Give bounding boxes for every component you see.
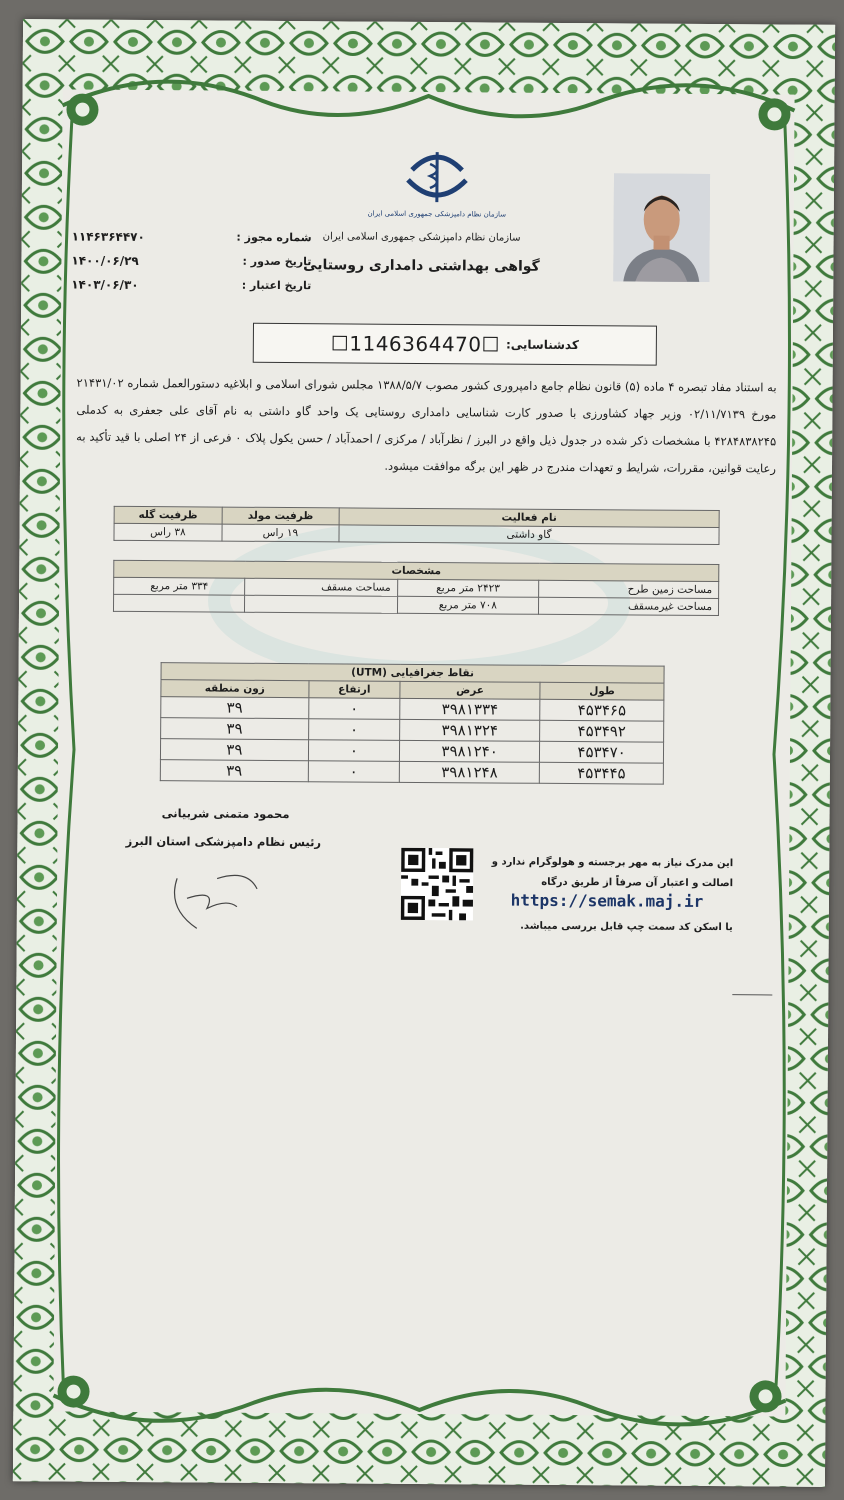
organization-name: سازمان نظام دامپزشکی جمهوری اسلامی ایران xyxy=(322,231,521,244)
utm-cell: ۴۵۳۴۶۵ xyxy=(540,699,664,721)
col-activity: نام فعالیت xyxy=(339,508,719,528)
plan-area-value: ۲۴۲۳ متر مربع xyxy=(397,579,539,597)
utm-cell: ۴۵۳۴۷۰ xyxy=(540,741,664,763)
validity-label: تاریخ اعتبار : xyxy=(241,278,312,293)
utm-cell: ۴۵۳۴۹۲ xyxy=(540,720,664,742)
validity-value: ۱۴۰۳/۰۶/۳۰ xyxy=(71,277,139,292)
breeder-value: ۱۹ راس xyxy=(222,524,339,542)
holder-photo xyxy=(613,173,710,282)
qr-code[interactable] xyxy=(401,848,474,921)
col-breeder: ظرفیت مولد xyxy=(222,507,339,525)
plan-area-label: مساحت زمین طرح xyxy=(539,580,719,598)
id-value: ☐1146364470☐ xyxy=(330,331,501,357)
utm-title: نقاط جغرافیایی (UTM) xyxy=(161,663,664,684)
utm-cell: ۳۹۸۱۲۴۸ xyxy=(399,761,539,783)
utm-cell: ۰ xyxy=(308,719,400,741)
unroofed-area-label: مساحت غیرمسقف xyxy=(539,597,719,615)
verification-url-link[interactable]: https://semak.maj.ir xyxy=(510,890,704,911)
utm-cell: ۳۹۸۱۲۴۰ xyxy=(400,740,540,762)
activity-table xyxy=(113,506,719,545)
utm-cell: ۳۹ xyxy=(160,739,308,761)
id-number: 1146364470 xyxy=(349,331,482,357)
organization-logo xyxy=(367,140,507,221)
specifications-table xyxy=(113,560,719,616)
table-row xyxy=(160,760,663,785)
utm-cell: ۴۵۳۴۴۵ xyxy=(539,762,663,784)
utm-header-longitude: طول xyxy=(540,682,664,700)
utm-cell: ۳۹ xyxy=(160,760,308,782)
notice-line-2: اصالت و اعتبار آن صرفاً از طریق درگاه xyxy=(541,876,734,890)
license-label: شماره مجوز : xyxy=(236,230,312,245)
license-number xyxy=(72,230,312,246)
activity-value: گاو داشتی xyxy=(339,525,719,545)
notice-line-3: یا اسکن کد سمت چپ قابل بررسی میباشد. xyxy=(520,920,733,934)
issue-date xyxy=(71,254,311,270)
herd-value: ۳۸ راس xyxy=(114,523,222,541)
roofed-area-label: مساحت مسقف xyxy=(245,578,397,596)
unroofed-area-value: ۷۰۸ متر مربع xyxy=(397,596,539,614)
utm-cell: ۰ xyxy=(308,740,400,762)
id-label: کدشناسایی: xyxy=(505,337,579,353)
signature-scribble xyxy=(157,858,278,939)
identification-code-box xyxy=(253,323,657,366)
utm-cell: ۳۹۸۱۳۲۴ xyxy=(400,719,540,741)
col-herd: ظرفیت گله xyxy=(114,506,222,524)
utm-cell: ۳۹ xyxy=(161,697,309,719)
issue-value: ۱۴۰۰/۰۶/۲۹ xyxy=(71,253,139,268)
logo-caption: سازمان نظام دامپزشکی جمهوری اسلامی ایران xyxy=(367,209,507,219)
utm-header-altitude: ارتفاع xyxy=(309,681,400,699)
utm-cell: ۳۹ xyxy=(161,718,309,740)
signatory-title: رئیس نظام دامپزشکی استان البرز xyxy=(125,833,322,850)
certificate-body-text: به استناد مفاد تبصره ۴ ماده (۵) قانون نظام جامع دامپروری کشور مصوب ۱۳۸۸/۵/۷ مجلس شورای اسلامی و ابلاغیه دستورالعمل شماره ۲۱۴۳۱/۰۲ مورخ ۰۲/۱۱/۷۱۳۹ وزیر جهاد کشاورزی با صدور کارت شناسایی دامداری روستایی یک واحد گاو داشتی به نام آقای علی جعفری به کدملی ۴۲۸۴۸۳۸۲۴۵ با مشخصات ذکر شده در جدول ذیل واقع در البرز / نظرآباد / مرکزی / احمدآباد / حسن یکول پلاک ۰ فرعی از ۲۴ اصلی با قید تأکید به رعایت قوانین، مقررات، شرایط و تعهدات مندرج در ظهر این برگه موافقت میشود. xyxy=(76,375,777,476)
issue-label: تاریخ صدور : xyxy=(242,254,312,269)
empty-cell xyxy=(245,595,397,613)
roofed-area-value: ۳۳۴ متر مربع xyxy=(114,577,245,595)
utm-coordinates-table xyxy=(160,662,665,785)
empty-cell xyxy=(113,594,244,612)
validity-date xyxy=(71,278,311,294)
utm-header-latitude: عرض xyxy=(400,681,540,699)
utm-cell: ۰ xyxy=(308,761,400,783)
license-value: ۱۱۴۶۳۶۴۴۷۰ xyxy=(71,229,145,245)
certificate-page xyxy=(13,19,835,1487)
specs-title: مشخصات xyxy=(114,560,719,581)
certificate-title: گواهی بهداشتی دامداری روستایی xyxy=(303,257,540,275)
utm-cell: ۳۹۸۱۳۳۴ xyxy=(400,698,540,720)
notice-line-1: این مدرک نیاز به مهر برجسته و هولوگرام ندارد و xyxy=(491,856,734,870)
utm-cell: ۰ xyxy=(308,698,400,720)
signatory-name: محمود متمنی شربیانی xyxy=(161,806,290,822)
utm-header-zone: زون منطقه xyxy=(161,680,309,698)
